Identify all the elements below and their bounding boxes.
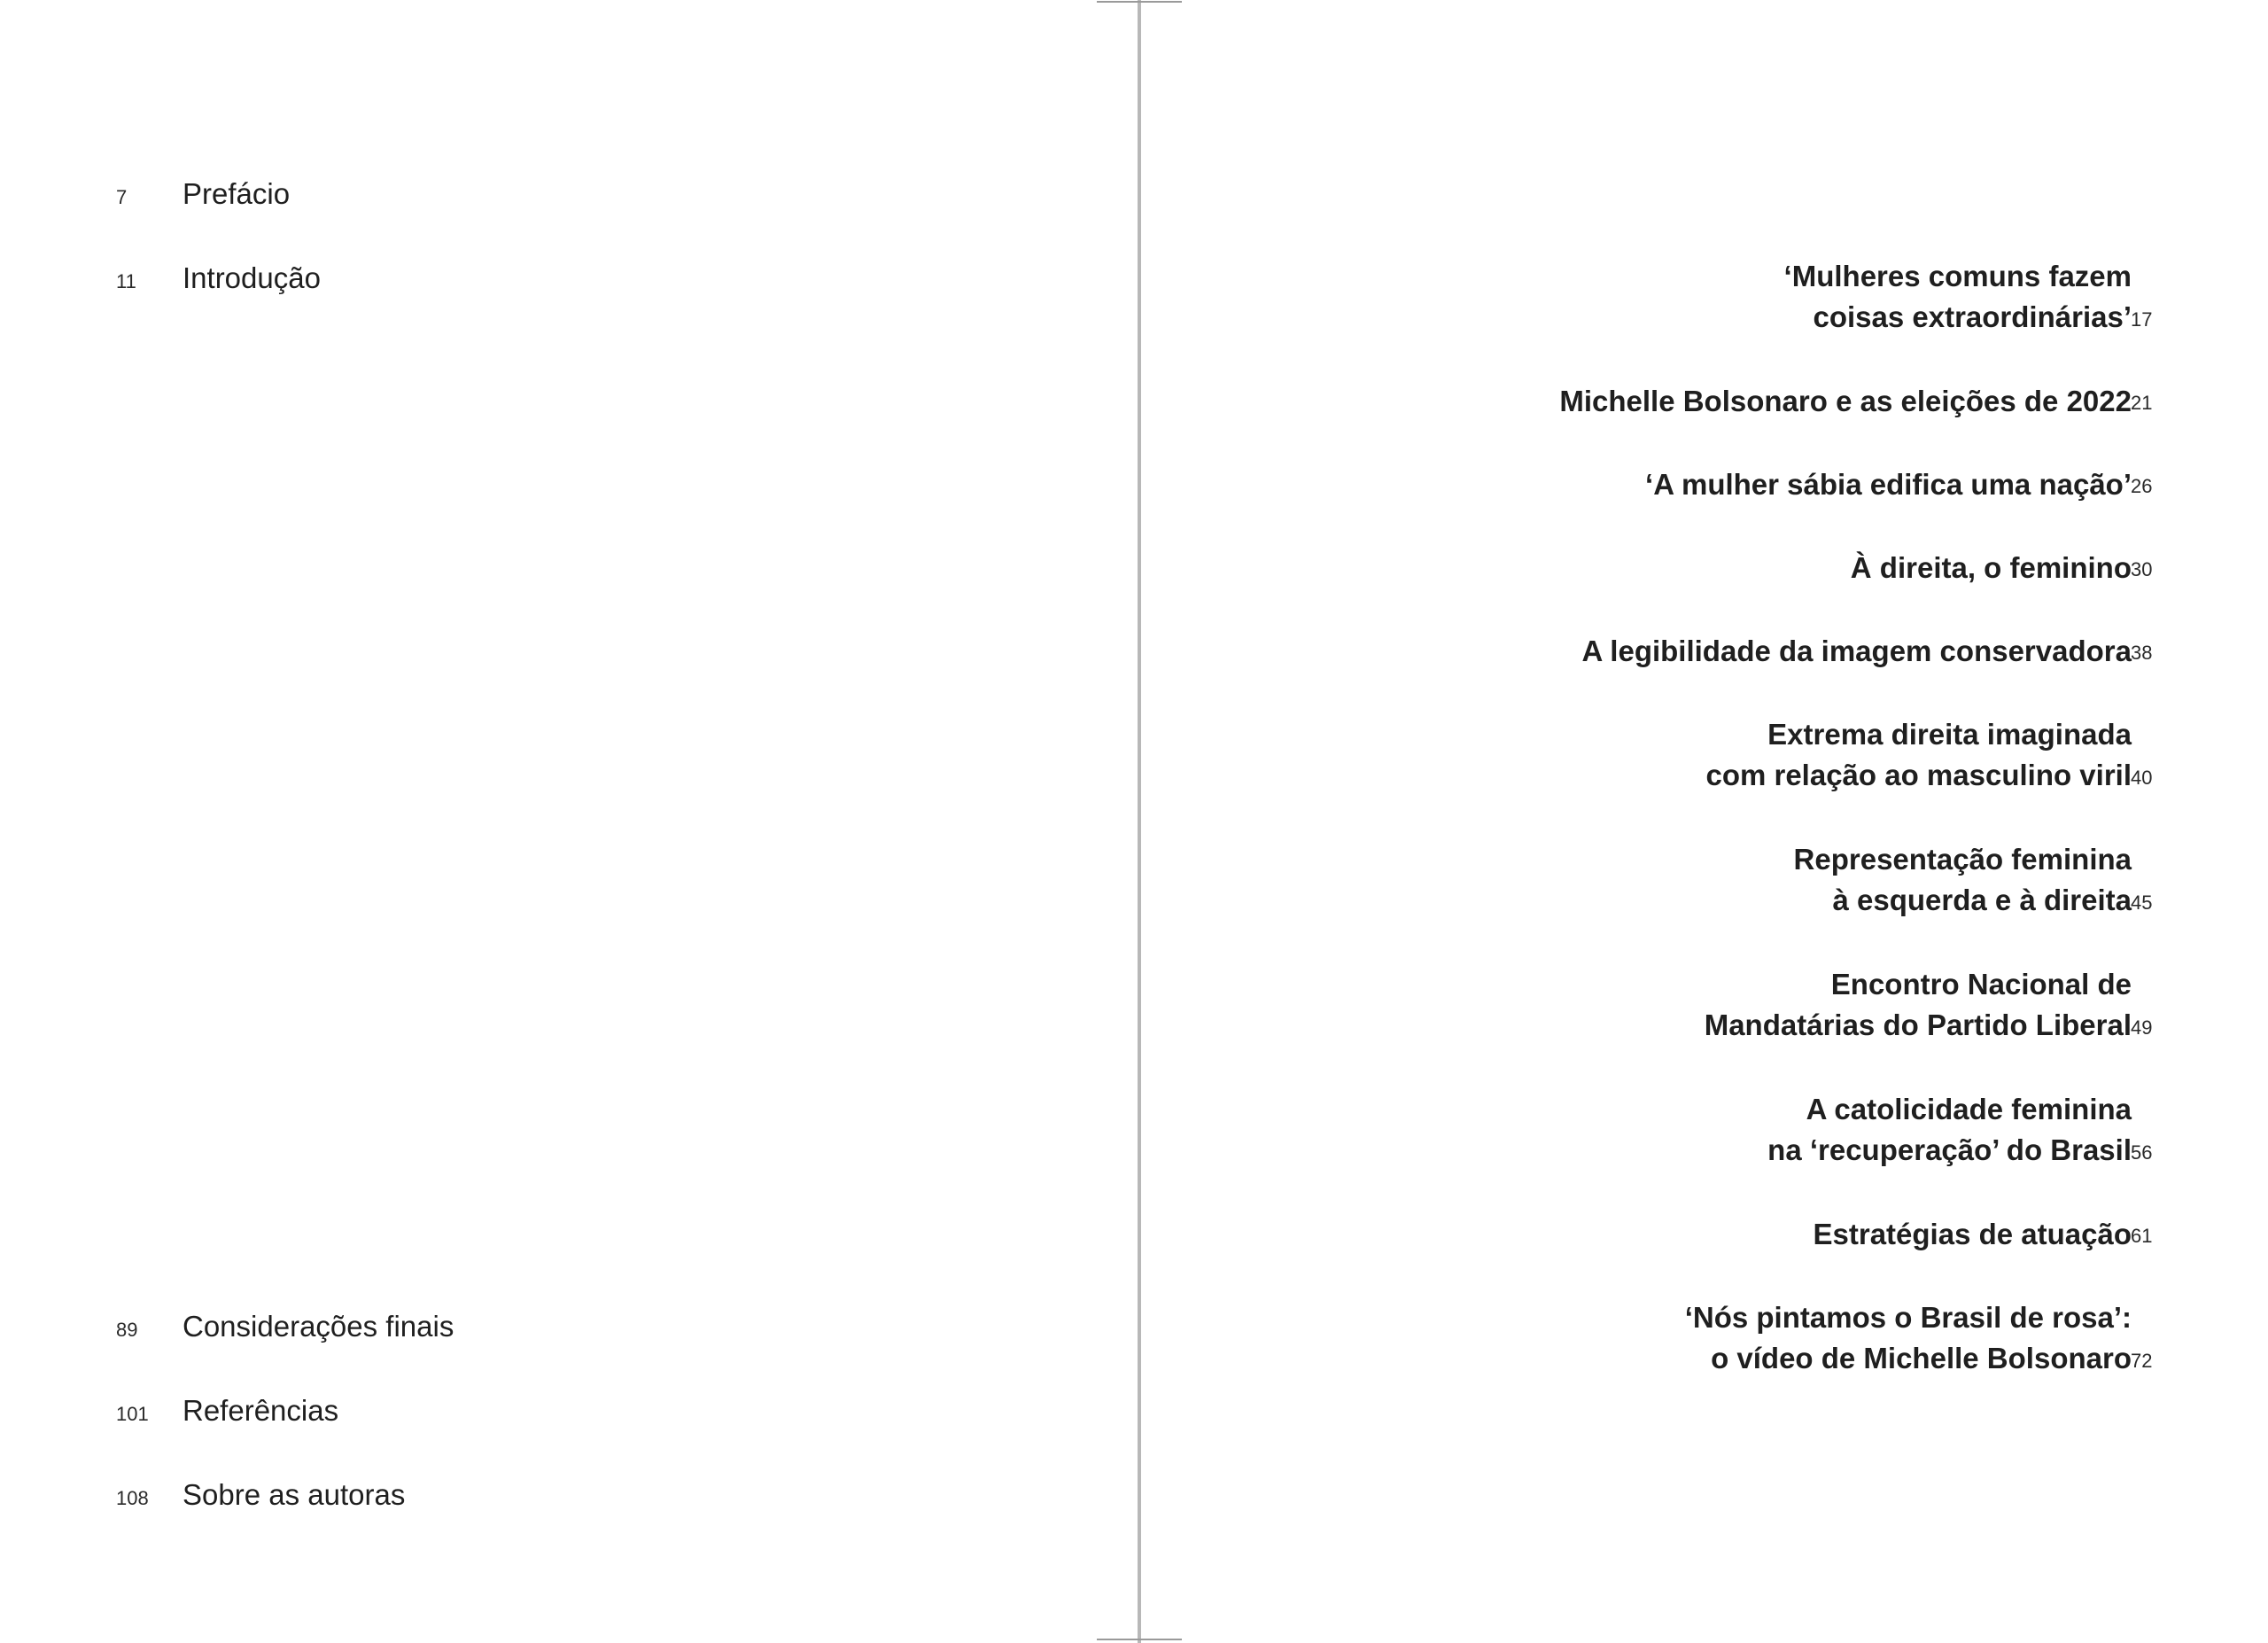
toc-title-line: com relação ao masculino viril (1705, 759, 2132, 791)
toc-title (1814, 1214, 2132, 1255)
toc-title (1851, 548, 2132, 588)
toc-page-number: 38 (2131, 642, 2153, 664)
toc-page-number: 101 (116, 1403, 149, 1425)
toc-title-line: Michelle Bolsonaro e as eleições de 2022 (1559, 385, 2132, 417)
toc-title-line: ‘Nós pintamos o Brasil de rosa’: (1684, 1301, 2132, 1334)
toc-page-number: 11 (116, 270, 136, 292)
toc-page-number: 40 (2131, 767, 2153, 789)
toc-entry-sobre-as-autoras[interactable] (116, 1478, 405, 1512)
toc-title: Prefácio (183, 177, 291, 210)
toc-page-number: 49 (2131, 1016, 2153, 1039)
book-spine (1138, 0, 1141, 1643)
toc-title (1685, 1297, 2132, 1379)
toc-title-line: ‘Mulheres comuns fazem (1783, 260, 2132, 292)
toc-title-line: o vídeo de Michelle Bolsonaro (1711, 1342, 2132, 1374)
toc-title-line: ‘A mulher sábia edifica uma nação’ (1645, 468, 2132, 501)
toc-title: Considerações finais (183, 1310, 454, 1343)
toc-title-line: coisas extraordinárias’ (1813, 300, 2132, 333)
toc-page-number: 61 (2131, 1225, 2153, 1247)
toc-page-number: 72 (2131, 1350, 2153, 1372)
toc-title (1582, 631, 2132, 672)
toc-page-number: 7 (116, 186, 128, 208)
toc-page-number: 108 (116, 1487, 149, 1509)
toc-title-line: Mandatárias do Partido Liberal (1704, 1008, 2132, 1041)
toc-entry-prefacio[interactable] (116, 177, 290, 211)
toc-page-number: 30 (2131, 558, 2153, 580)
spine-bottom-mark (1097, 1639, 1182, 1640)
toc-title (1705, 714, 2132, 796)
toc-title-line: à esquerda e à direita (1832, 884, 2132, 916)
toc-title-line: Estratégias de atuação (1813, 1218, 2132, 1250)
toc-title (1794, 839, 2132, 921)
toc-title (1784, 256, 2132, 338)
toc-title: Referências (183, 1394, 339, 1427)
toc-title (1559, 381, 2132, 422)
toc-title-line: Extrema direita imaginada (1767, 718, 2132, 751)
toc-title: Introdução (183, 261, 321, 294)
toc-entry-referencias[interactable] (116, 1394, 338, 1428)
toc-title (1705, 964, 2132, 1046)
toc-title-line: À direita, o feminino (1850, 551, 2132, 584)
toc-title: Sobre as autoras (183, 1478, 406, 1511)
toc-page-number: 21 (2131, 392, 2153, 414)
toc-page-number: 17 (2131, 308, 2153, 331)
toc-entry-introducao[interactable] (116, 261, 321, 295)
toc-title-line: A catolicidade feminina (1806, 1093, 2132, 1125)
toc-title-line: Encontro Nacional de (1830, 968, 2132, 1001)
toc-page-number: 56 (2131, 1141, 2153, 1164)
toc-title-line: na ‘recuperação’ do Brasil (1767, 1133, 2132, 1166)
toc-page-number: 45 (2131, 892, 2153, 914)
spine-top-mark (1097, 1, 1182, 3)
toc-title-line: Representação feminina (1793, 843, 2132, 876)
toc-entry-consideracoes-finais[interactable] (116, 1310, 454, 1343)
toc-page-number: 89 (116, 1319, 138, 1341)
toc-page-number: 26 (2131, 475, 2153, 497)
toc-title (1767, 1089, 2132, 1171)
toc-title-line: A legibilidade da imagem conservadora (1581, 635, 2132, 667)
toc-title (1645, 464, 2132, 505)
